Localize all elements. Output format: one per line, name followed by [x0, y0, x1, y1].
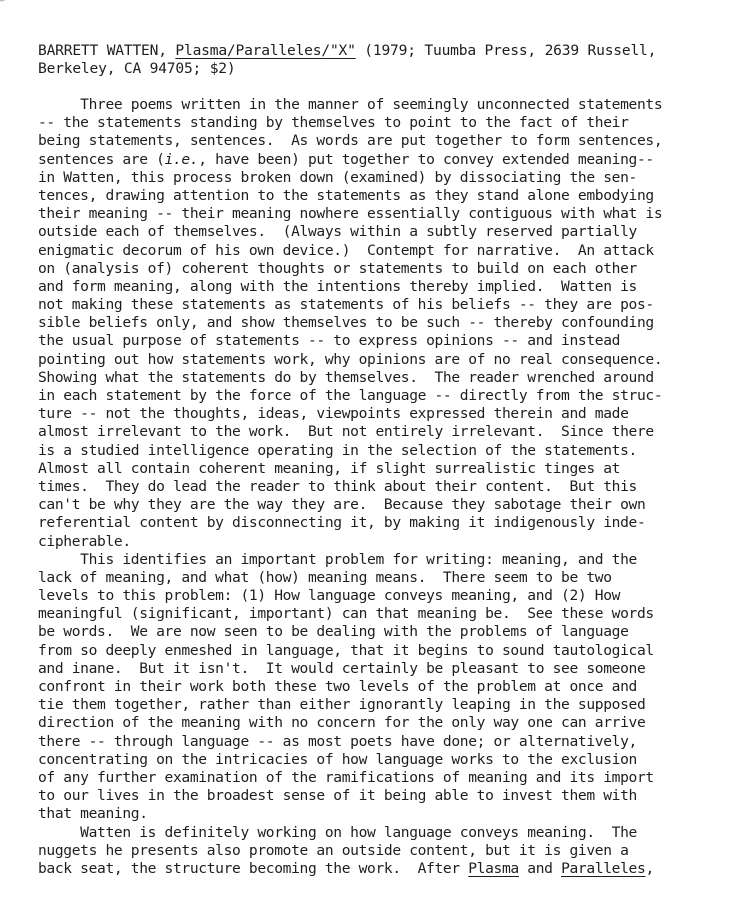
header-line-1 [38, 40, 656, 58]
italic-text: i.e. [164, 150, 199, 168]
publication-details: (1979; Tuumba Press, 2639 Russell, [355, 42, 657, 59]
text-line: not making these statements as statements of his beliefs -- they are pos- [38, 296, 654, 314]
text-line: pointing out how statements work, why opinions are of no real consequence. [38, 350, 663, 368]
text-line: tie them together, rather than either ignorantly leaping in the supposed [38, 696, 646, 714]
text-line: the usual purpose of statements -- to express opinions -- and instead [38, 332, 621, 350]
text-line: direction of the meaning with no concern for the only way one can arrive [38, 714, 646, 732]
text-line: is a studied intelligence operating in the selection of the statements. [38, 441, 637, 459]
text-line: be words. We are now seen to be dealing with the problems of language [38, 623, 629, 641]
underlined-title: Plasma [468, 859, 519, 877]
text-line: that meaning. [38, 805, 148, 823]
text-line: confront in their work both these two levels of the problem at once and [38, 678, 637, 695]
text-line: almost irrelevant to the work. But not entirely irrelevant. Since there [38, 423, 654, 441]
text-line: lack of meaning, and what (how) meaning means. There seem to be two [38, 568, 612, 586]
text-line: can't be why they are the way they are. Because they sabotage their own [38, 496, 646, 514]
text-line: in Watten, this process broken down (examined) by dissociating the sen- [38, 168, 637, 186]
author-name: BARRETT WATTEN, [38, 42, 176, 59]
text-segment: and [518, 859, 562, 877]
underlined-title: Paralleles [561, 859, 646, 877]
text-line: Showing what the statements do by themselves. The reader wrenched around [38, 368, 654, 386]
text-segment: , [645, 859, 654, 877]
text-line: referential content by disconnecting it, by making it indigenously inde- [38, 514, 646, 532]
text-line: Watten is definitely working on how language conveys meaning. The [38, 823, 637, 841]
text-line: in each statement by the force of the language -- directly from the struc- [38, 387, 663, 404]
text-line: cipherable. [38, 532, 131, 550]
text-line: -- the statements standing by themselves to point to the fact of their [38, 114, 629, 132]
text-line: sible beliefs only, and show themselves to be such -- thereby confounding [38, 314, 654, 332]
text-line: Almost all contain coherent meaning, if slight surrealistic tinges at [38, 459, 621, 477]
book-title: Plasma/Paralleles/"X" [175, 42, 356, 59]
review-header [38, 40, 656, 76]
text-segment: back seat, the structure becoming the work. After [38, 859, 469, 877]
text-segment: sentences are ( [38, 150, 165, 168]
text-line: on (analysis of) coherent thoughts or statements to build on each other [38, 259, 637, 277]
review-body [38, 96, 662, 878]
scan-corner-mark [0, 0, 25, 11]
text-line: nuggets he presents also promote an outside content, but it is given a [38, 841, 629, 859]
text-line: of any further examination of the ramifications of meaning and its import [38, 768, 654, 786]
text-line: outside each of themselves. (Always within a subtly reserved partially [38, 223, 637, 241]
text-segment: , have been) put together to convey extended meaning-- [198, 150, 654, 168]
text-line: This identifies an important problem for writing: meaning, and the [38, 550, 637, 568]
text-line: times. They do lead the reader to think about their content. But this [38, 477, 637, 495]
text-line: to our lives in the broadest sense of it being able to invest them with [38, 787, 637, 805]
text-line: ture -- not the thoughts, ideas, viewpoints expressed therein and made [38, 405, 629, 423]
text-line: Three poems written in the manner of seemingly unconnected statements [38, 96, 663, 113]
text-line [38, 860, 662, 878]
text-line: from so deeply enmeshed in language, that it begins to sound tautological [38, 641, 654, 659]
text-line: concentrating on the intricacies of how language works to the exclusion [38, 750, 637, 768]
text-line: being statements, sentences. As words are put together to form sentences, [38, 132, 663, 150]
text-line: meaningful (significant, important) can that meaning be. See these words [38, 605, 654, 623]
text-line: and inane. But it isn't. It would certainly be pleasant to see someone [38, 659, 646, 677]
text-line: enigmatic decorum of his own device.) Contempt for narrative. An attack [38, 241, 654, 259]
header-line-2: Berkeley, CA 94705; $2) [38, 60, 236, 78]
text-line: and form meaning, along with the intentions thereby implied. Watten is [38, 277, 637, 295]
text-line: levels to this problem: (1) How language conveys meaning, and (2) How [38, 587, 621, 605]
text-line: there -- through language -- as most poets have done; or alternatively, [38, 732, 637, 750]
text-line [38, 151, 662, 169]
text-line: their meaning -- their meaning nowhere essentially contiguous with what is [38, 205, 663, 223]
text-line: tences, drawing attention to the statements as they stand alone embodying [38, 186, 654, 204]
